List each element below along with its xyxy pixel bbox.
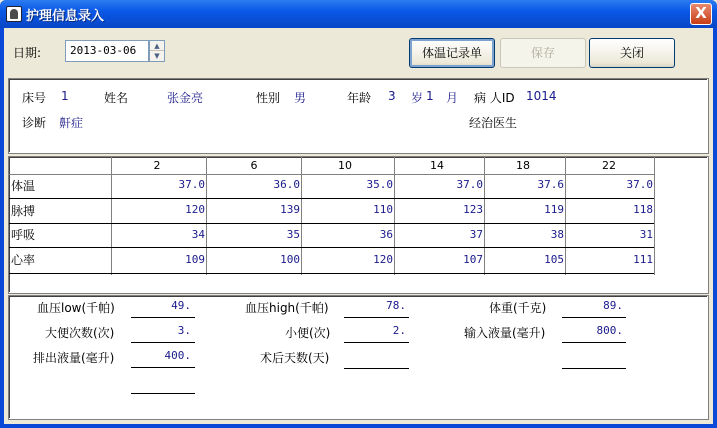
- pulse-cell[interactable]: 119: [544, 203, 564, 216]
- window-close-button[interactable]: X: [690, 3, 712, 25]
- temperature-cell[interactable]: 37.0: [626, 178, 653, 191]
- stool-field[interactable]: 3.: [177, 324, 191, 337]
- field-underline: [131, 367, 195, 368]
- intake-label: 输入液量(毫升): [464, 326, 546, 340]
- hour-header: 14: [430, 159, 444, 172]
- field-underline: [562, 342, 626, 343]
- output-field[interactable]: 400.: [164, 349, 191, 362]
- respiration-cell[interactable]: 36: [379, 228, 393, 241]
- spin-down-icon[interactable]: ▼: [154, 52, 160, 60]
- bp-low-field[interactable]: 49.: [171, 299, 191, 312]
- name-label: 姓名: [104, 91, 129, 105]
- hour-header: 18: [516, 159, 530, 172]
- close-button[interactable]: 关闭: [589, 38, 675, 68]
- field-underline: [344, 368, 409, 369]
- heart-rate-cell[interactable]: 120: [373, 253, 393, 266]
- pulse-cell[interactable]: 123: [463, 203, 483, 216]
- pulse-cell[interactable]: 120: [185, 203, 205, 216]
- bp-high-field[interactable]: 78.: [386, 299, 406, 312]
- doctor-label: 经治医生: [469, 116, 518, 130]
- spin-up-icon[interactable]: ▲: [150, 41, 164, 51]
- temperature-cell[interactable]: 37.0: [456, 178, 483, 191]
- temperature-cell[interactable]: 37.6: [537, 178, 564, 191]
- field-underline: [344, 317, 409, 318]
- stool-label: 大便次数(次): [45, 326, 115, 340]
- heart-rate-cell[interactable]: 105: [544, 253, 564, 266]
- temperature-chart-button[interactable]: 体温记录单: [409, 38, 495, 68]
- patient-id-value: 1014: [526, 89, 557, 103]
- urine-field[interactable]: 2.: [392, 324, 406, 337]
- field-underline: [131, 317, 195, 318]
- respiration-cell[interactable]: 38: [550, 228, 564, 241]
- diagnosis-label: 诊断: [22, 116, 47, 130]
- weight-label: 体重(千克): [489, 301, 547, 315]
- heart-rate-cell[interactable]: 107: [463, 253, 483, 266]
- temperature-cell[interactable]: 37.0: [178, 178, 205, 191]
- hour-header: 6: [250, 159, 258, 172]
- grid-divider: [654, 157, 655, 275]
- field-underline: [562, 368, 626, 369]
- save-button[interactable]: 保存: [500, 38, 586, 68]
- row-label-respiration: 呼吸: [11, 228, 36, 242]
- sex-value: 男: [294, 91, 307, 105]
- field-underline: [131, 393, 195, 394]
- respiration-cell[interactable]: 34: [191, 228, 205, 241]
- date-label: 日期:: [13, 46, 42, 60]
- name-value: 张金亮: [167, 91, 204, 105]
- bed-label: 床号: [22, 91, 47, 105]
- weight-field[interactable]: 89.: [603, 299, 623, 312]
- respiration-cell[interactable]: 37: [469, 228, 483, 241]
- age-month-unit: 月: [446, 91, 459, 105]
- grid-line: [9, 247, 654, 248]
- vitals-grid-panel: [8, 156, 709, 294]
- field-underline: [131, 342, 195, 343]
- hour-header: 2: [153, 159, 161, 172]
- bp-low-label: 血压low(千帕): [37, 301, 115, 315]
- title-bar[interactable]: [0, 0, 717, 28]
- field-underline: [562, 317, 626, 318]
- row-label-pulse: 脉搏: [11, 204, 36, 218]
- urine-label: 小便(次): [285, 326, 331, 340]
- respiration-cell[interactable]: 31: [639, 228, 653, 241]
- date-spinner[interactable]: [149, 40, 165, 62]
- age-label: 年龄: [347, 91, 372, 105]
- intake-field[interactable]: 800.: [596, 324, 623, 337]
- age-value: 3: [388, 89, 396, 103]
- patient-id-label: 病 人ID: [474, 91, 515, 105]
- row-label-heart-rate: 心率: [11, 253, 36, 267]
- patient-info-panel: [8, 78, 709, 154]
- heart-rate-cell[interactable]: 111: [633, 253, 653, 266]
- age-month-value: 1: [426, 89, 434, 103]
- diagnosis-value: 鼾症: [59, 116, 84, 130]
- pulse-cell[interactable]: 110: [373, 203, 393, 216]
- measurements-panel: [8, 295, 709, 420]
- toolbar: [4, 28, 713, 76]
- postop-days-label: 术后天数(天): [260, 351, 330, 365]
- row-label-temperature: 体温: [11, 179, 36, 193]
- temperature-cell[interactable]: 36.0: [273, 178, 300, 191]
- date-input[interactable]: 2013-03-06: [65, 40, 149, 62]
- grid-line: [9, 273, 654, 274]
- sex-label: 性别: [256, 91, 281, 105]
- bed-value: 1: [61, 89, 69, 103]
- output-label: 排出液量(毫升): [33, 351, 115, 365]
- grid-line: [9, 223, 654, 224]
- heart-rate-cell[interactable]: 109: [185, 253, 205, 266]
- window-title: 护理信息录入: [26, 9, 105, 24]
- field-underline: [344, 342, 409, 343]
- bp-high-label: 血压high(千帕): [245, 301, 329, 315]
- age-year-unit: 岁: [411, 91, 424, 105]
- heart-rate-cell[interactable]: 100: [280, 253, 300, 266]
- hour-header: 22: [602, 159, 616, 172]
- grid-line: [9, 198, 654, 199]
- grid-line: [9, 174, 654, 175]
- temperature-cell[interactable]: 35.0: [366, 178, 393, 191]
- hour-header: 10: [338, 159, 352, 172]
- client-area: [4, 28, 713, 424]
- app-icon: [6, 6, 22, 22]
- pulse-cell[interactable]: 118: [633, 203, 653, 216]
- pulse-cell[interactable]: 139: [280, 203, 300, 216]
- respiration-cell[interactable]: 35: [286, 228, 300, 241]
